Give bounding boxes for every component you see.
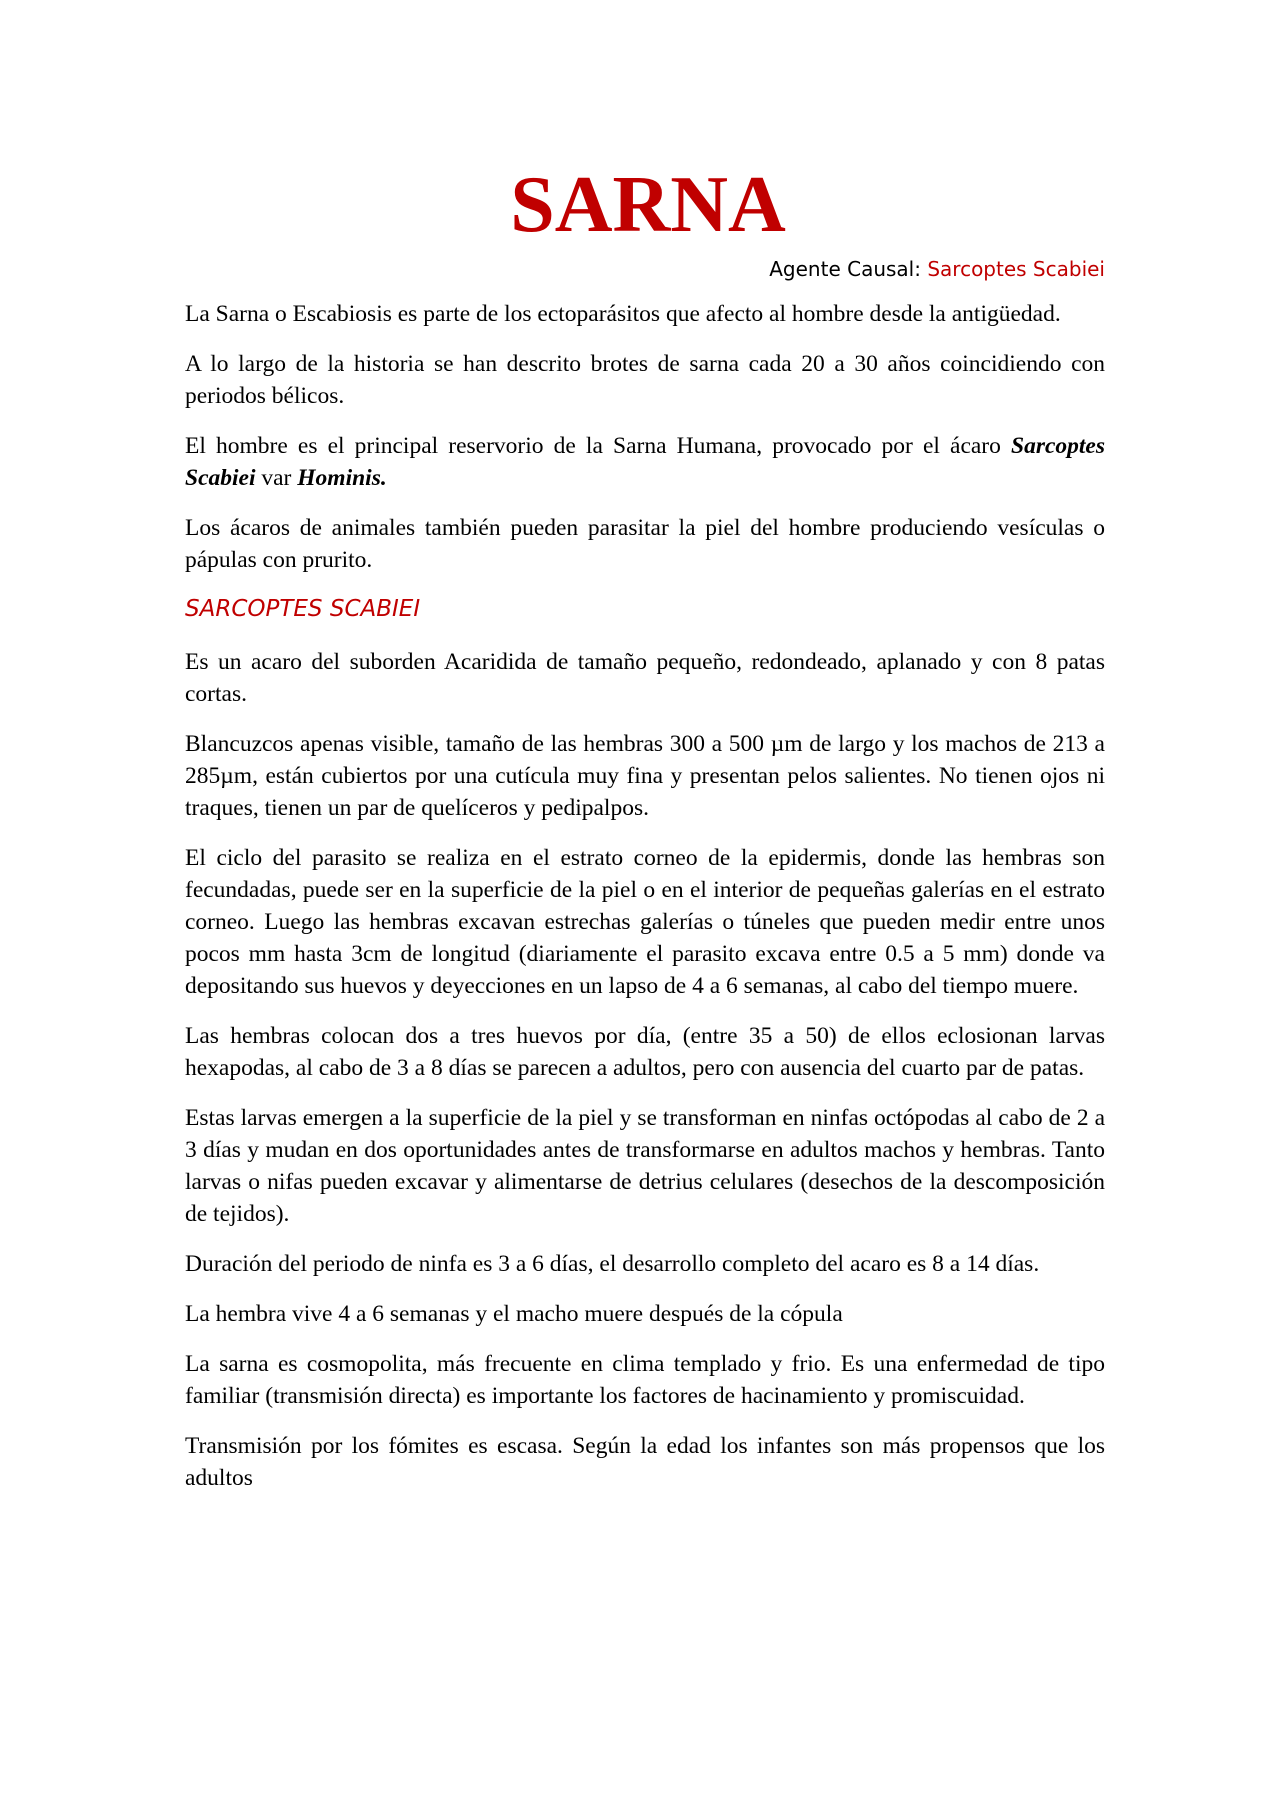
section-paragraph: La sarna es cosmopolita, más frecuente en clima templado y frio. Es una enfermedad de tipo familiar (transmisión directa) es importante los factores de hacinamiento y promiscuidad. — [185, 1351, 1105, 1409]
reservoir-text: El hombre es el principal reservorio de la Sarna Humana, provocado por el ácaro — [185, 433, 1011, 459]
document-page — [185, 160, 1105, 1512]
intro-paragraph-4: Los ácaros de animales también pueden parasitar la piel del hombre produciendo vesículas o pápulas con prurito. — [185, 515, 1105, 573]
section-paragraph: Transmisión por los fómites es escasa. Según la edad los infantes son más propensos que los adultos — [185, 1433, 1105, 1491]
page-title: SARNA — [510, 161, 786, 249]
intro-paragraph-2: A lo largo de la historia se han descrito brotes de sarna cada 20 a 30 años coincidiendo con periodos bélicos. — [185, 351, 1105, 409]
section-heading: SARCOPTES SCABIEI — [185, 596, 421, 622]
causal-agent-label: Agente Causal: — [769, 257, 928, 281]
section-paragraph: Es un acaro del suborden Acaridida de tamaño pequeño, redondeado, aplanado y con 8 patas cortas. — [185, 649, 1105, 707]
intro-paragraph-1: La Sarna o Escabiosis es parte de los ectoparásitos que afecto al hombre desde la antigüedad. — [185, 301, 1061, 327]
causal-agent-line — [185, 256, 1105, 282]
section-paragraph: Estas larvas emergen a la superficie de la piel y se transforman en ninfas octópodas al cabo de 2 a 3 días y mudan en dos oportunidades antes de transformarse en adultos machos y hembras. Tanto larvas o nifas pueden excavar y alimentarse de detrius celulares (desechos de la descomposición de tejidos). — [185, 1105, 1105, 1227]
section-paragraph: Blancuzcos apenas visible, tamaño de las hembras 300 a 500 µm de largo y los machos de 213 a 285µm, están cubiertos por una cutícula muy fina y presentan pelos salientes. No tienen ojos ni traques, tienen un par de quelíceros y pedipalpos. — [185, 731, 1105, 821]
variety-name: Hominis. — [297, 465, 387, 491]
intro-paragraph-3 — [185, 430, 1105, 494]
section-paragraph: Duración del periodo de ninfa es 3 a 6 días, el desarrollo completo del acaro es 8 a 14 días. — [185, 1251, 1040, 1277]
section-paragraph: La hembra vive 4 a 6 semanas y el macho muere después de la cópula — [185, 1301, 843, 1327]
section-paragraph: El ciclo del parasito se realiza en el estrato corneo de la epidermis, donde las hembras son fecundadas, puede ser en la superficie de la piel o en el interior de pequeñas galerías en el estrato corneo. Luego las hembras excavan estrechas galerías o túneles que pueden medir entre unos pocos mm hasta 3cm de longitud (diariamente el parasito excava entre 0.5 a 5 mm) donde va depositando sus huevos y deyecciones en un lapso de 4 a 6 semanas, al cabo del tiempo muere. — [185, 845, 1105, 999]
section-paragraph: Las hembras colocan dos a tres huevos por día, (entre 35 a 50) de ellos eclosionan larvas hexapodas, al cabo de 3 a 8 días se parecen a adultos, pero con ausencia del cuarto par de patas. — [185, 1023, 1105, 1081]
variety-word: var — [255, 465, 298, 491]
causal-agent-value: Sarcoptes Scabiei — [927, 257, 1105, 281]
species-name: Sarcoptes Scabiei — [185, 433, 1105, 491]
